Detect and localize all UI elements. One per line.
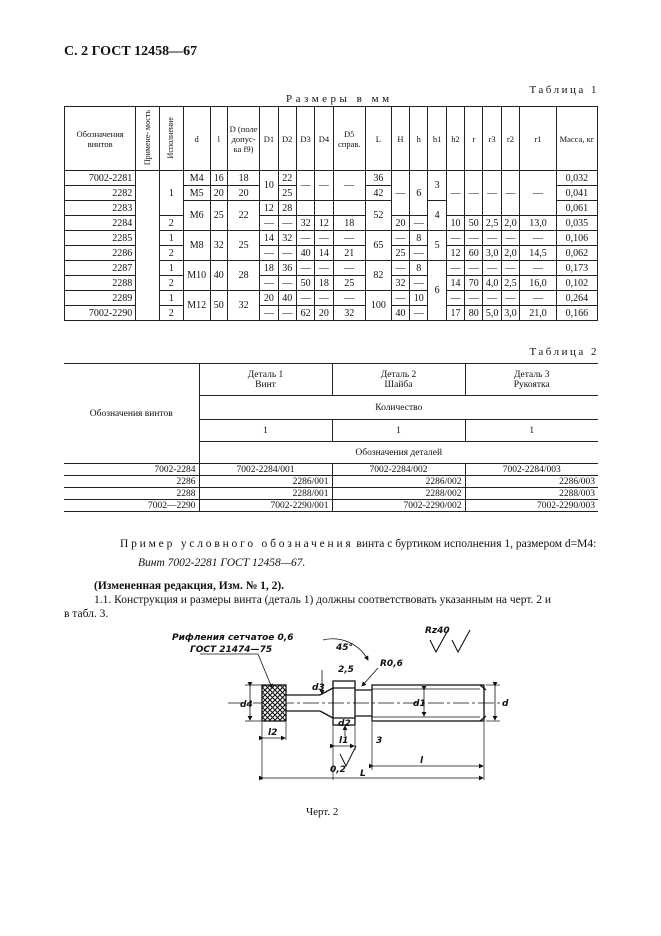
cell-r: 60 [465,246,483,261]
cell-r3: 3,0 [483,246,501,261]
col-d: d [183,107,210,171]
dim-l1: l1 [339,736,349,746]
cell-h: — [410,306,428,321]
cell-H: 32 [391,276,409,291]
cell-mass: 0,264 [556,291,597,306]
col-D1: D1 [260,107,278,171]
cell-H: — [391,231,409,246]
cell-version: 2 [159,216,183,231]
dim-d2: d2 [338,719,351,729]
cell-mass: 0,173 [556,261,597,276]
cell-r1: 16,0 [520,276,557,291]
cell-r: — [465,261,483,276]
table2-designation-header: Обозначения винтов [64,364,199,464]
radius-label: R0,6 [380,659,403,669]
cell-D3: — [296,261,314,276]
table2-quantity: 1 [199,420,332,442]
cell-D2: 32 [278,231,296,246]
dim-d1: d1 [413,699,426,709]
cell-D4: 18 [315,276,333,291]
col-h1: h1 [428,107,446,171]
cell-h: — [410,276,428,291]
roughness-label: Rz40 [425,626,450,636]
col-l: l [210,107,227,171]
cell-D: 28 [227,261,259,291]
cell-designation: 2284 [65,216,136,231]
cell-designation: 2285 [65,231,136,246]
cell-D1: — [260,276,278,291]
cell-mass: 0,062 [556,246,597,261]
cell-mass: 0,061 [556,201,597,216]
cell-D4: — [315,231,333,246]
cell-r1: — [520,291,557,306]
table2-cell: 2286/003 [465,476,598,488]
cell-D4: — [315,171,333,201]
cell-D3: 40 [296,246,314,261]
cell-D2: — [278,246,296,261]
col-H: H [391,107,409,171]
cell-h2: 12 [446,246,464,261]
cell-mass: 0,106 [556,231,597,246]
cell-designation: 7002-2290 [65,306,136,321]
cell-mass: 0,032 [556,171,597,186]
cell-D2: 36 [278,261,296,276]
cell-D3: — [296,291,314,306]
cell-D5: 18 [333,216,365,231]
cell-version: 2 [159,306,183,321]
cell-h: 6 [410,171,428,216]
col-r1: r1 [520,107,557,171]
cell-D: 32 [227,291,259,321]
page-header: С. 2 ГОСТ 12458—67 [64,44,198,59]
table2-part-2: Деталь 2 Шайба [332,364,465,396]
table2-cell: 2288/003 [465,488,598,500]
cell-D4: 12 [315,216,333,231]
cell-version: 1 [159,261,183,276]
cell-h1: 6 [428,261,446,321]
col-h: h [410,107,428,171]
cell-h: — [410,246,428,261]
cell-r2: — [501,231,519,246]
cell-d: M8 [183,231,210,261]
cell-h2: 10 [446,216,464,231]
cell-r: 50 [465,216,483,231]
cell-D3: — [296,231,314,246]
drawing-caption: Черт. 2 [306,806,339,818]
cell-r2: — [501,291,519,306]
cell-h: 8 [410,261,428,276]
col-D4: D4 [315,107,333,171]
cell-version: 1 [159,291,183,306]
table2-quantity: 1 [465,420,598,442]
cell-r1: — [520,171,557,216]
cell-D1: — [260,216,278,231]
cell-l: 16 [210,171,227,186]
cell-l: 32 [210,231,227,261]
cell-D: 22 [227,201,259,231]
dim-d4: d4 [240,700,253,710]
cell-D4: 20 [315,306,333,321]
cell-D3: 50 [296,276,314,291]
cell-designation: 2287 [65,261,136,276]
cell-h2: 14 [446,276,464,291]
cell-r: 70 [465,276,483,291]
cell-h2: — [446,291,464,306]
table2-cell: 7002-2290/003 [465,500,598,512]
table2-cell: 2288/002 [332,488,465,500]
table2-parts-designation-label: Обозначения деталей [199,442,598,464]
cell-r3: 5,0 [483,306,501,321]
cell-H: — [391,171,409,216]
cell-L: 82 [365,261,391,291]
cell-H: — [391,291,409,306]
cell-r1: 14,5 [520,246,557,261]
cell-L: 65 [365,231,391,261]
example-designation: Винт 7002-2281 ГОСТ 12458—67. [138,557,306,569]
cell-designation: 2289 [65,291,136,306]
cell-r2: 2,5 [501,276,519,291]
cell-designation: 2282 [65,186,136,201]
cell-r2: — [501,171,519,216]
cell-designation: 2283 [65,201,136,216]
cell-D1: 14 [260,231,278,246]
cell-D1: 20 [260,291,278,306]
cell-L: 52 [365,201,391,231]
cell-r2: — [501,261,519,276]
cell-l: 25 [210,201,227,231]
table2-cell: 2288/001 [199,488,332,500]
col-D5: D5 справ. [333,107,365,171]
cell-D5: — [333,291,365,306]
table2-quantity: 1 [332,420,465,442]
cell-h2: — [446,171,464,216]
paragraph-1-1: 1.1. Конструкция и размеры винта (деталь 1) должны соответствовать указанным на черт. 2 и [94,594,552,606]
cell-h2: — [446,261,464,276]
table2-part-3: Деталь 3 Рукоятка [465,364,598,396]
table2-part-1: Деталь 1 Винт [199,364,332,396]
chamfer-label: 2,5 [338,665,354,675]
cell-r: — [465,291,483,306]
cell-designation: 2288 [65,276,136,291]
cell-r1: — [520,231,557,246]
cell-h2: 17 [446,306,464,321]
col-r2: r2 [501,107,519,171]
table2-quantity-label: Количество [199,396,598,420]
cell-r2: 2,0 [501,246,519,261]
cell-D1: 10 [260,171,278,201]
cell-D1: 12 [260,201,278,216]
cell-D2: — [278,276,296,291]
cell-version: 2 [159,246,183,261]
col-D: D (поле допус- ка f9) [227,107,259,171]
cell-D: 25 [227,231,259,261]
cell-d: M12 [183,291,210,321]
cell-D2: 25 [278,186,296,201]
cell-l: 20 [210,186,227,201]
cell-D: 20 [227,186,259,201]
cell-D5: — [333,171,365,201]
cell-r: 80 [465,306,483,321]
cell-r2: 3,0 [501,306,519,321]
table2-screw: 7002—2290 [64,500,199,512]
cell-d: M10 [183,261,210,291]
table2-screw: 2288 [64,488,199,500]
cell-h1: 5 [428,231,446,261]
knurl-label-2: ГОСТ 21474—75 [190,645,273,655]
cell-mass: 0,166 [556,306,597,321]
cell-D4: 14 [315,246,333,261]
cell-h: — [410,216,428,231]
cell-r1: 13,0 [520,216,557,231]
cell-D3: — [296,171,314,201]
col-L: L [365,107,391,171]
cell-D1: — [260,306,278,321]
table2-screw: 7002-2284 [64,464,199,476]
cell-H: 25 [391,246,409,261]
example-paragraph: Пример условного обозначения винта с буртиком исполнения 1, размером d=M4: [120,538,597,550]
cell-r3: 2,5 [483,216,501,231]
table2-cell: 7002-2290/002 [332,500,465,512]
cell-r3: 4,0 [483,276,501,291]
cell-r3: — [483,231,501,246]
cell-d: M4 [183,171,210,186]
cell-D2: 40 [278,291,296,306]
cell-D2: 28 [278,201,296,216]
cell-h: 10 [410,291,428,306]
table2-cell: 2286/002 [332,476,465,488]
cell-D4: — [315,261,333,276]
change-note: (Измененная редакция, Изм. № 1, 2). [94,580,285,592]
cell-r3: — [483,171,501,216]
cell-h: 8 [410,231,428,246]
dim-d3: d3 [312,683,325,693]
cell-D1: — [260,246,278,261]
cell-h1: 4 [428,201,446,231]
table1-units: Размеры в мм [286,93,393,105]
cell-l: 50 [210,291,227,321]
col-D3: D3 [296,107,314,171]
cell-d: M5 [183,186,210,201]
cell-D3: 32 [296,216,314,231]
cell-D2: 22 [278,171,296,186]
cell-version: 1 [159,171,183,216]
cell-L: 100 [365,291,391,321]
dim-l2: l2 [268,728,278,738]
angle-label: 45° [336,643,354,653]
dim-L: L [360,769,366,779]
cell-r: — [465,171,483,216]
dim-l: l [420,756,424,766]
table2-cell: 7002-2284/002 [332,464,465,476]
table2-screw: 2286 [64,476,199,488]
cell-r3: — [483,261,501,276]
knurl-label-1: Рифления сетчатое 0,6 [172,633,294,643]
cell-D2: — [278,216,296,231]
dim-chamfer-small: 0,2 [330,765,346,775]
cell-D5: 25 [333,276,365,291]
cell-h1: 3 [428,171,446,201]
table2-cell: 7002-2284/003 [465,464,598,476]
cell-designation: 2286 [65,246,136,261]
cell-r: — [465,231,483,246]
col-D2: D2 [278,107,296,171]
cell-L: 42 [365,186,391,201]
cell-H: 40 [391,306,409,321]
cell-version: 2 [159,276,183,291]
cell-r3: — [483,291,501,306]
paragraph-1-1-cont: в табл. 3. [64,608,109,620]
cell-D5: — [333,261,365,276]
cell-D1: 18 [260,261,278,276]
cell-d: M6 [183,201,210,231]
cell-h2: — [446,231,464,246]
cell-D5: — [333,231,365,246]
cell-H: 20 [391,216,409,231]
col-designation: Обозначения винтов [65,107,136,171]
cell-version: 1 [159,231,183,246]
col-r: r [465,107,483,171]
col-applicability: Примене- мость [136,107,160,171]
col-h2: h2 [446,107,464,171]
cell-D5: 21 [333,246,365,261]
cell-D3: 62 [296,306,314,321]
cell-r1: — [520,261,557,276]
table2-cell: 7002-2290/001 [199,500,332,512]
cell-D: 18 [227,171,259,186]
table2-caption: Таблица 2 [529,346,599,358]
knurled-head [262,685,286,721]
cell-r2: 2,0 [501,216,519,231]
cell-D5: 32 [333,306,365,321]
table2-cell: 2286/001 [199,476,332,488]
cell-mass: 0,035 [556,216,597,231]
table2-cell: 7002-2284/001 [199,464,332,476]
cell-designation: 7002-2281 [65,171,136,186]
col-r3: r3 [483,107,501,171]
cell-l: 40 [210,261,227,291]
cell-D4: — [315,291,333,306]
dim-d: d [502,699,509,709]
table1-caption: Таблица 1 [529,84,599,96]
cell-r1: 21,0 [520,306,557,321]
cell-H: — [391,261,409,276]
cell-mass: 0,041 [556,186,597,201]
col-mass: Масса, кг [556,107,597,171]
col-version: Исполнение [159,107,183,171]
cell-mass: 0,102 [556,276,597,291]
cell-L: 36 [365,171,391,186]
dim-3: 3 [376,736,383,746]
cell-D2: — [278,306,296,321]
